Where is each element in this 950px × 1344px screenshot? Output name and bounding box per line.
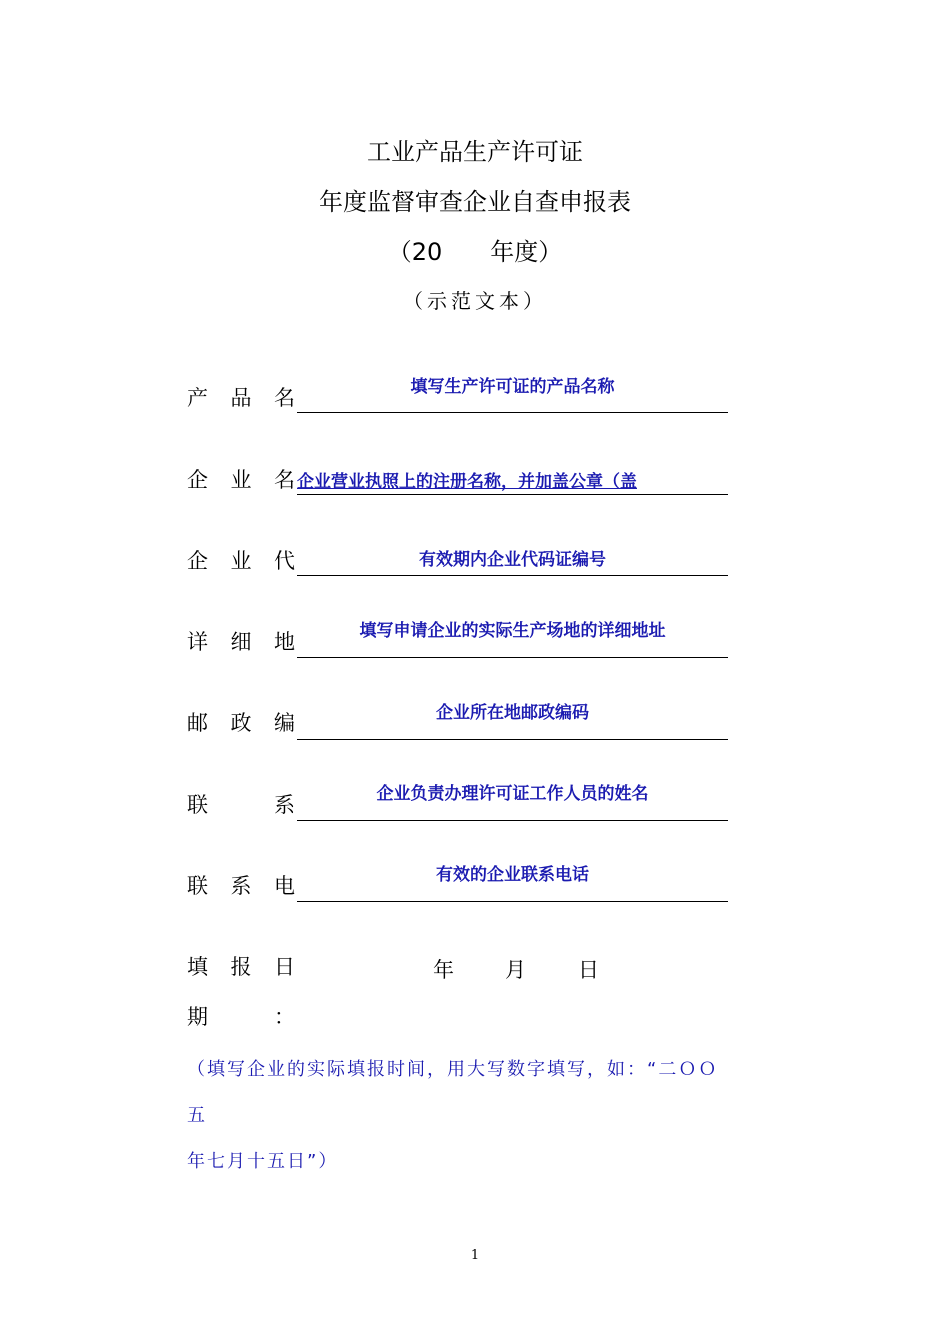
postal-code-label: 邮 政 编 (187, 711, 295, 735)
date-month-label: 月 (505, 958, 526, 982)
contact-phone-line (297, 901, 728, 902)
contact-person-line (297, 820, 728, 821)
detailed-address-line (297, 657, 728, 658)
date-day-label: 日 (578, 958, 599, 982)
page-number: 1 (470, 1248, 480, 1263)
detailed-address-value[interactable]: 填写申请企业的实际生产场地的详细地址 (359, 621, 666, 641)
detailed-address-label: 详 细 地 (187, 630, 295, 654)
fill-date-note (187, 1047, 732, 1185)
fill-date-label-row-1: 填 报 日 (187, 955, 295, 979)
enterprise-name-label: 企 业 名 (187, 468, 295, 492)
contact-phone-value[interactable]: 有效的企业联系电话 (436, 865, 589, 885)
postal-code-line (297, 739, 728, 740)
postal-code-value[interactable]: 企业所在地邮政编码 (436, 703, 589, 723)
document-subtitle: （示范文本） (403, 289, 547, 313)
fill-date-note-line-2: 年七月十五日”） (187, 1151, 339, 1172)
contact-person-value[interactable]: 企业负责办理许可证工作人员的姓名 (376, 784, 649, 804)
contact-person-label: 联 系 (187, 793, 295, 817)
enterprise-code-label: 企 业 代 (187, 549, 295, 573)
contact-phone-label: 联 系 电 (187, 874, 295, 898)
enterprise-name-value[interactable]: 企业营业执照上的注册名称，并加盖公章（盖 (297, 472, 637, 492)
date-year-label: 年 (433, 958, 454, 982)
enterprise-name-line (297, 494, 728, 495)
fill-date-note-line-1: （填写企业的实际填报时间，用大写数字填写，如：“二ＯＯ五 (187, 1059, 719, 1126)
product-name-value[interactable]: 填写生产许可证的产品名称 (410, 377, 615, 397)
fill-date-label-row-2: 期 ： (187, 1005, 295, 1029)
product-name-line (297, 412, 728, 413)
product-name-label: 产 品 名 (187, 386, 295, 410)
document-year-line: （20 年度） (387, 238, 563, 266)
enterprise-code-value[interactable]: 有效期内企业代码证编号 (419, 550, 606, 570)
document-title-line-1: 工业产品生产许可证 (367, 138, 583, 166)
document-title-line-2: 年度监督审查企业自查申报表 (319, 188, 631, 216)
enterprise-code-line (297, 575, 728, 576)
